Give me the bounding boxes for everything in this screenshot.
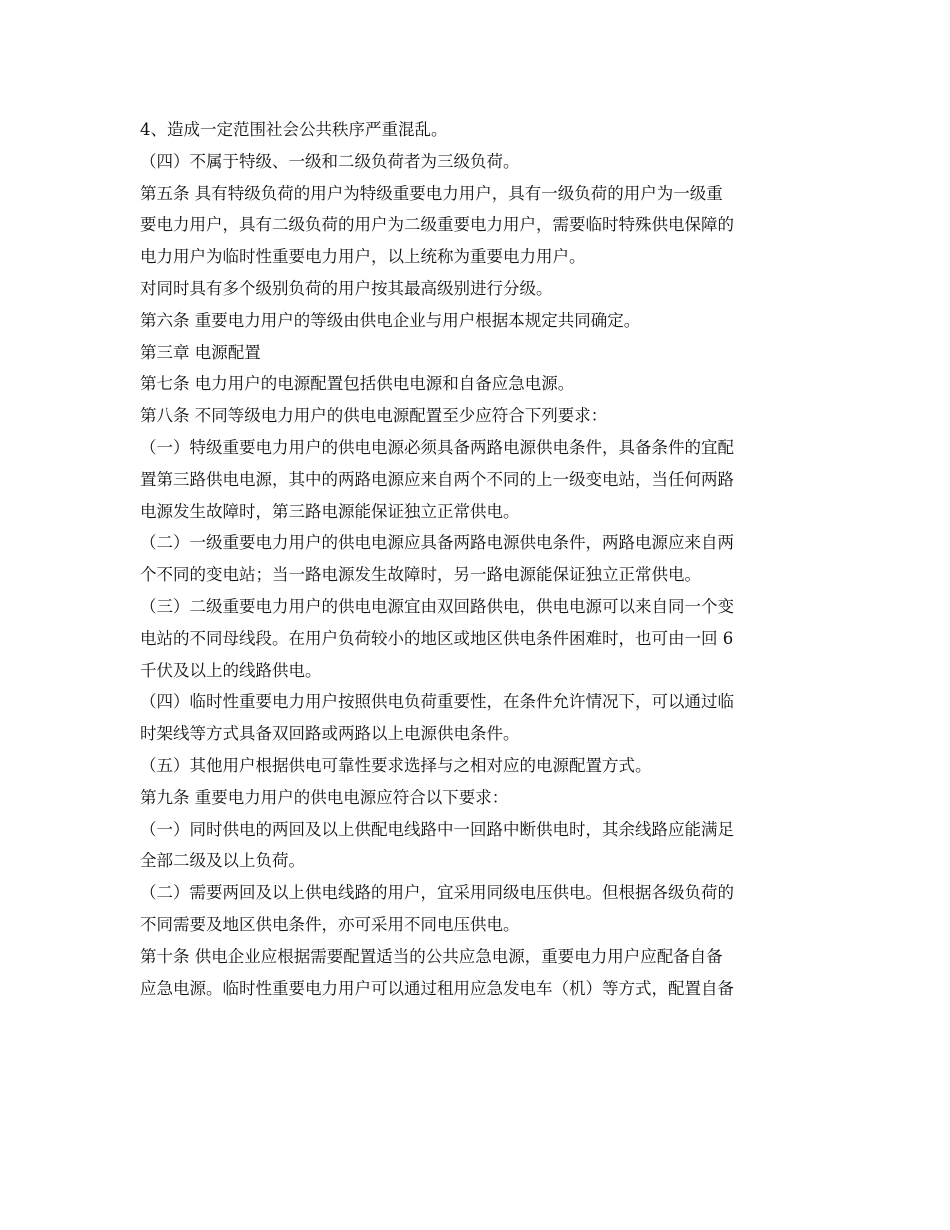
text-line: 千伏及以上的线路供电。	[140, 660, 322, 680]
text-line: 4、造成一定范围社会公共秩序严重混乱。	[140, 120, 448, 139]
chapter-heading: 第三章 电源配置	[140, 342, 261, 362]
text-line: 个不同的变电站；当一路电源发生故障时，另一路电源能保证独立正常供电。	[140, 565, 701, 585]
text-line: 第九条 重要电力用户的供电电源应符合以下要求：	[140, 787, 509, 807]
text-line: （二）一级重要电力用户的供电电源应具备两路电源供电条件，两路电源应来自两	[140, 533, 734, 553]
text-line: （二）需要两回及以上供电线路的用户，宜采用同级电压供电。但根据各级负荷的	[140, 883, 734, 903]
text-line: 要电力用户，具有二级负荷的用户为二级重要电力用户，需要临时特殊供电保障的	[140, 215, 734, 235]
text-line: 全部二级及以上负荷。	[140, 851, 305, 871]
text-line: 第七条 电力用户的电源配置包括供电电源和自备应急电源。	[140, 374, 575, 394]
text-line: （四）不属于特级、一级和二级负荷者为三级负荷。	[140, 151, 520, 171]
text-line: （四）临时性重要电力用户按照供电负荷重要性，在条件允许情况下，可以通过临	[140, 692, 734, 712]
text-line: （一）同时供电的两回及以上供配电线路中一回路中断供电时，其余线路应能满足	[140, 819, 734, 839]
text-line: 时架线等方式具备双回路或两路以上电源供电条件。	[140, 724, 520, 744]
text-line: （三）二级重要电力用户的供电电源宜由双回路供电，供电电源可以来自同一个变	[140, 596, 734, 616]
text-line: 第五条 具有特级负荷的用户为特级重要电力用户，具有一级负荷的用户为一级重	[140, 183, 723, 203]
text-line: 第十条 供电企业应根据需要配置适当的公共应急电源，重要电力用户应配备自备	[140, 946, 723, 966]
text-line: 电力用户为临时性重要电力用户，以上统称为重要电力用户。	[140, 247, 586, 267]
text-line: 电源发生故障时，第三路电源能保证独立正常供电。	[140, 501, 520, 521]
text-line: （一）特级重要电力用户的供电电源必须具备两路电源供电条件，具备条件的宜配	[140, 437, 734, 457]
text-line: 不同需要及地区供电条件，亦可采用不同电压供电。	[140, 914, 520, 934]
document-body	[140, 114, 820, 1004]
text-line: 电站的不同母线段。在用户负荷较小的地区或地区供电条件困难时，也可由一回 6	[140, 628, 734, 648]
text-line: 第八条 不同等级电力用户的供电电源配置至少应符合下列要求：	[140, 406, 608, 426]
text-line: 应急电源。临时性重要电力用户可以通过租用应急发电车（机）等方式，配置自备	[140, 978, 734, 998]
text-line: 置第三路供电电源，其中的两路电源应来自两个不同的上一级变电站，当任何两路	[140, 469, 734, 489]
text-line: 对同时具有多个级别负荷的用户按其最高级别进行分级。	[140, 278, 553, 298]
text-line: 第六条 重要电力用户的等级由供电企业与用户根据本规定共同确定。	[140, 310, 641, 330]
text-line: （五）其他用户根据供电可靠性要求选择与之相对应的电源配置方式。	[140, 755, 652, 775]
